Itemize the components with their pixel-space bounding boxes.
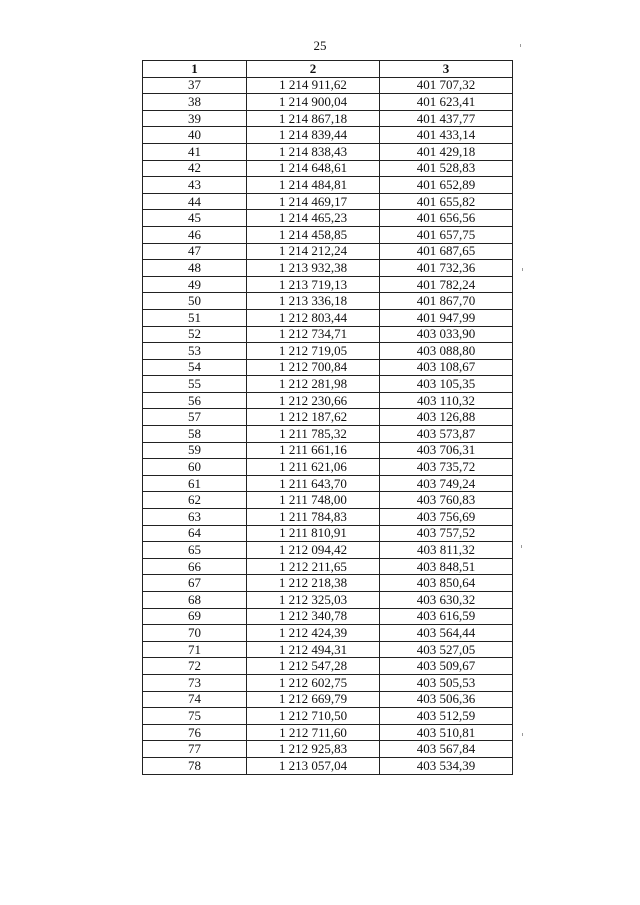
cell-point-number: 47 — [143, 243, 247, 260]
cell-point-number: 52 — [143, 326, 247, 343]
column-header-y-coordinate: 3 — [380, 61, 513, 78]
cell-point-number: 40 — [143, 127, 247, 144]
cell-point-number: 53 — [143, 343, 247, 360]
cell-point-number: 54 — [143, 359, 247, 376]
cell-y-coordinate: 403 749,24 — [380, 475, 513, 492]
cell-y-coordinate: 403 527,05 — [380, 641, 513, 658]
table-row — [143, 592, 513, 609]
cell-point-number: 68 — [143, 592, 247, 609]
table-row — [143, 409, 513, 426]
cell-x-coordinate: 1 212 211,65 — [247, 558, 380, 575]
cell-point-number: 69 — [143, 608, 247, 625]
cell-x-coordinate: 1 212 230,66 — [247, 392, 380, 409]
cell-point-number: 46 — [143, 226, 247, 243]
cell-y-coordinate: 403 735,72 — [380, 459, 513, 476]
cell-x-coordinate: 1 213 932,38 — [247, 260, 380, 277]
table-row — [143, 741, 513, 758]
cell-point-number: 43 — [143, 177, 247, 194]
cell-x-coordinate: 1 214 465,23 — [247, 210, 380, 227]
page-number: 25 — [313, 38, 327, 53]
cell-x-coordinate: 1 212 602,75 — [247, 674, 380, 691]
cell-y-coordinate: 401 528,83 — [380, 160, 513, 177]
table-row — [143, 708, 513, 725]
cell-x-coordinate: 1 211 810,91 — [247, 525, 380, 542]
cell-y-coordinate: 401 867,70 — [380, 293, 513, 310]
table-row — [143, 492, 513, 509]
cell-x-coordinate: 1 212 710,50 — [247, 708, 380, 725]
table-row — [143, 260, 513, 277]
table-row — [143, 575, 513, 592]
cell-x-coordinate: 1 212 925,83 — [247, 741, 380, 758]
cell-point-number: 56 — [143, 392, 247, 409]
column-header-x-coordinate: 2 — [247, 61, 380, 78]
cell-point-number: 42 — [143, 160, 247, 177]
cell-y-coordinate: 401 656,56 — [380, 210, 513, 227]
cell-point-number: 57 — [143, 409, 247, 426]
cell-y-coordinate: 401 657,75 — [380, 226, 513, 243]
cell-y-coordinate: 403 564,44 — [380, 625, 513, 642]
table-row — [143, 757, 513, 774]
cell-y-coordinate: 403 510,81 — [380, 724, 513, 741]
cell-x-coordinate: 1 214 838,43 — [247, 143, 380, 160]
table-row — [143, 509, 513, 526]
table-row — [143, 525, 513, 542]
cell-y-coordinate: 403 757,52 — [380, 525, 513, 542]
cell-y-coordinate: 403 616,59 — [380, 608, 513, 625]
cell-point-number: 64 — [143, 525, 247, 542]
table-row — [143, 625, 513, 642]
table-row — [143, 226, 513, 243]
cell-x-coordinate: 1 212 325,03 — [247, 592, 380, 609]
scan-mark — [522, 268, 523, 271]
cell-x-coordinate: 1 211 661,16 — [247, 442, 380, 459]
table-row — [143, 724, 513, 741]
cell-y-coordinate: 401 655,82 — [380, 193, 513, 210]
cell-x-coordinate: 1 212 711,60 — [247, 724, 380, 741]
cell-point-number: 66 — [143, 558, 247, 575]
cell-y-coordinate: 401 782,24 — [380, 276, 513, 293]
cell-point-number: 71 — [143, 641, 247, 658]
cell-y-coordinate: 403 110,32 — [380, 392, 513, 409]
table-row — [143, 674, 513, 691]
cell-x-coordinate: 1 214 484,81 — [247, 177, 380, 194]
scan-mark — [520, 44, 521, 47]
cell-x-coordinate: 1 214 911,62 — [247, 77, 380, 94]
cell-x-coordinate: 1 211 785,32 — [247, 426, 380, 443]
cell-y-coordinate: 403 088,80 — [380, 343, 513, 360]
cell-x-coordinate: 1 211 621,06 — [247, 459, 380, 476]
cell-x-coordinate: 1 212 547,28 — [247, 658, 380, 675]
table-row — [143, 426, 513, 443]
cell-point-number: 50 — [143, 293, 247, 310]
table-row — [143, 691, 513, 708]
table-row — [143, 193, 513, 210]
cell-y-coordinate: 403 512,59 — [380, 708, 513, 725]
cell-point-number: 78 — [143, 757, 247, 774]
cell-y-coordinate: 403 534,39 — [380, 757, 513, 774]
scan-mark — [521, 545, 522, 548]
cell-x-coordinate: 1 211 784,83 — [247, 509, 380, 526]
table-row — [143, 558, 513, 575]
cell-y-coordinate: 403 706,31 — [380, 442, 513, 459]
cell-x-coordinate: 1 212 700,84 — [247, 359, 380, 376]
cell-x-coordinate: 1 212 669,79 — [247, 691, 380, 708]
cell-x-coordinate: 1 212 094,42 — [247, 542, 380, 559]
table-row — [143, 459, 513, 476]
table-header-row — [143, 61, 513, 78]
cell-point-number: 41 — [143, 143, 247, 160]
cell-x-coordinate: 1 212 494,31 — [247, 641, 380, 658]
table-row — [143, 77, 513, 94]
table-row — [143, 94, 513, 111]
table-row — [143, 442, 513, 459]
cell-y-coordinate: 403 573,87 — [380, 426, 513, 443]
cell-x-coordinate: 1 213 057,04 — [247, 757, 380, 774]
coordinates-table — [142, 60, 513, 775]
cell-x-coordinate: 1 212 734,71 — [247, 326, 380, 343]
cell-point-number: 45 — [143, 210, 247, 227]
cell-y-coordinate: 403 505,53 — [380, 674, 513, 691]
cell-x-coordinate: 1 214 900,04 — [247, 94, 380, 111]
cell-y-coordinate: 401 623,41 — [380, 94, 513, 111]
cell-y-coordinate: 403 105,35 — [380, 376, 513, 393]
cell-point-number: 76 — [143, 724, 247, 741]
cell-point-number: 39 — [143, 110, 247, 127]
scan-mark — [522, 733, 523, 736]
table-row — [143, 376, 513, 393]
table-row — [143, 641, 513, 658]
cell-y-coordinate: 403 033,90 — [380, 326, 513, 343]
table-row — [143, 542, 513, 559]
cell-point-number: 58 — [143, 426, 247, 443]
cell-x-coordinate: 1 214 469,17 — [247, 193, 380, 210]
cell-y-coordinate: 401 732,36 — [380, 260, 513, 277]
table-body — [143, 77, 513, 774]
table-row — [143, 160, 513, 177]
cell-x-coordinate: 1 212 218,38 — [247, 575, 380, 592]
cell-y-coordinate: 403 848,51 — [380, 558, 513, 575]
cell-x-coordinate: 1 211 748,00 — [247, 492, 380, 509]
cell-x-coordinate: 1 212 281,98 — [247, 376, 380, 393]
cell-y-coordinate: 403 850,64 — [380, 575, 513, 592]
table-row — [143, 177, 513, 194]
cell-point-number: 61 — [143, 475, 247, 492]
table-row — [143, 127, 513, 144]
cell-y-coordinate: 403 506,36 — [380, 691, 513, 708]
cell-x-coordinate: 1 211 643,70 — [247, 475, 380, 492]
cell-x-coordinate: 1 212 424,39 — [247, 625, 380, 642]
cell-x-coordinate: 1 212 719,05 — [247, 343, 380, 360]
cell-point-number: 63 — [143, 509, 247, 526]
table-row — [143, 293, 513, 310]
cell-point-number: 44 — [143, 193, 247, 210]
table-row — [143, 359, 513, 376]
cell-y-coordinate: 403 756,69 — [380, 509, 513, 526]
cell-y-coordinate: 403 630,32 — [380, 592, 513, 609]
cell-point-number: 37 — [143, 77, 247, 94]
cell-y-coordinate: 403 509,67 — [380, 658, 513, 675]
table-row — [143, 392, 513, 409]
table-row — [143, 309, 513, 326]
table-row — [143, 475, 513, 492]
table-row — [143, 110, 513, 127]
cell-x-coordinate: 1 214 867,18 — [247, 110, 380, 127]
cell-point-number: 62 — [143, 492, 247, 509]
cell-x-coordinate: 1 214 212,24 — [247, 243, 380, 260]
cell-point-number: 75 — [143, 708, 247, 725]
cell-point-number: 59 — [143, 442, 247, 459]
cell-point-number: 55 — [143, 376, 247, 393]
cell-x-coordinate: 1 214 648,61 — [247, 160, 380, 177]
cell-x-coordinate: 1 212 803,44 — [247, 309, 380, 326]
cell-y-coordinate: 403 760,83 — [380, 492, 513, 509]
cell-y-coordinate: 403 811,32 — [380, 542, 513, 559]
table-row — [143, 143, 513, 160]
table-row — [143, 343, 513, 360]
cell-point-number: 74 — [143, 691, 247, 708]
table-row — [143, 658, 513, 675]
cell-point-number: 72 — [143, 658, 247, 675]
column-header-point-number: 1 — [143, 61, 247, 78]
table-row — [143, 608, 513, 625]
cell-point-number: 70 — [143, 625, 247, 642]
cell-point-number: 77 — [143, 741, 247, 758]
table-row — [143, 326, 513, 343]
cell-point-number: 49 — [143, 276, 247, 293]
cell-y-coordinate: 401 707,32 — [380, 77, 513, 94]
cell-y-coordinate: 401 437,77 — [380, 110, 513, 127]
cell-y-coordinate: 403 108,67 — [380, 359, 513, 376]
cell-y-coordinate: 401 433,14 — [380, 127, 513, 144]
cell-point-number: 73 — [143, 674, 247, 691]
cell-point-number: 48 — [143, 260, 247, 277]
cell-point-number: 67 — [143, 575, 247, 592]
cell-x-coordinate: 1 214 458,85 — [247, 226, 380, 243]
cell-y-coordinate: 401 947,99 — [380, 309, 513, 326]
cell-point-number: 65 — [143, 542, 247, 559]
table-row — [143, 243, 513, 260]
cell-point-number: 38 — [143, 94, 247, 111]
cell-y-coordinate: 403 126,88 — [380, 409, 513, 426]
cell-x-coordinate: 1 212 187,62 — [247, 409, 380, 426]
cell-y-coordinate: 401 687,65 — [380, 243, 513, 260]
cell-y-coordinate: 401 652,89 — [380, 177, 513, 194]
cell-x-coordinate: 1 213 336,18 — [247, 293, 380, 310]
table-row — [143, 276, 513, 293]
cell-point-number: 60 — [143, 459, 247, 476]
cell-x-coordinate: 1 214 839,44 — [247, 127, 380, 144]
cell-x-coordinate: 1 213 719,13 — [247, 276, 380, 293]
cell-point-number: 51 — [143, 309, 247, 326]
table-row — [143, 210, 513, 227]
cell-y-coordinate: 403 567,84 — [380, 741, 513, 758]
cell-x-coordinate: 1 212 340,78 — [247, 608, 380, 625]
cell-y-coordinate: 401 429,18 — [380, 143, 513, 160]
